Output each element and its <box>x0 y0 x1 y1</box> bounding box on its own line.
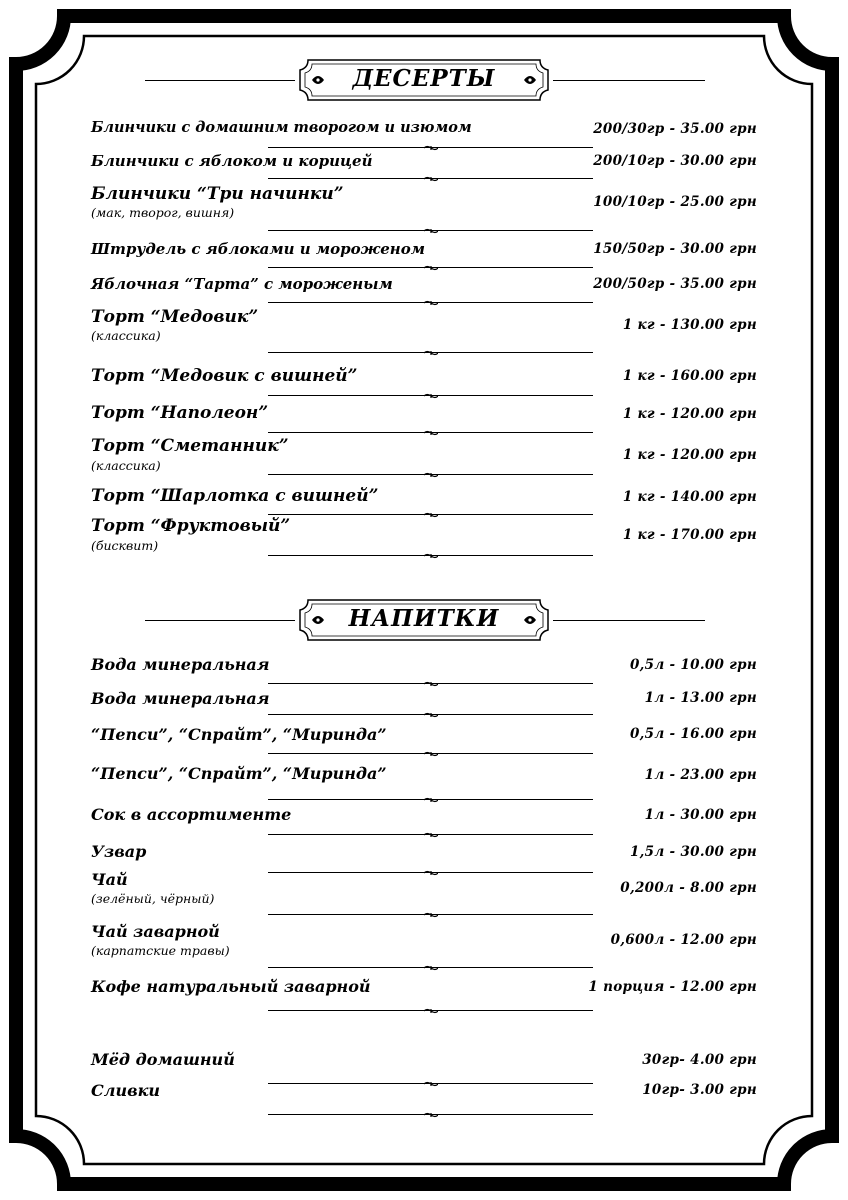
desserts-title-badge <box>298 58 550 102</box>
item-price: 0,5л - 16.00 грн <box>629 726 757 742</box>
item-price: 100/10гр - 25.00 грн <box>593 194 757 210</box>
item-price: 0,200л - 8.00 грн <box>620 880 757 896</box>
divider-ornament-icon <box>424 145 438 151</box>
item-name: Торт “Наполеон” <box>91 403 269 423</box>
divider-ornament-icon <box>424 553 438 559</box>
item-name: Торт “Медовик” <box>91 307 259 327</box>
item-name: Торт “Фруктовый” <box>91 516 291 536</box>
item-name: Торт “Медовик с вишней” <box>91 366 358 386</box>
item-name: Сливки <box>91 1081 161 1100</box>
item-price: 1л - 13.00 грн <box>644 690 757 706</box>
item-price: 200/50гр - 35.00 грн <box>593 276 757 292</box>
divider-ornament-icon <box>424 350 438 356</box>
divider-ornament-icon <box>424 300 438 306</box>
item-description: (классика) <box>91 458 161 473</box>
item-price: 150/50гр - 30.00 грн <box>593 241 757 257</box>
divider-ornament-icon <box>424 965 438 971</box>
divider-ornament-icon <box>424 393 438 399</box>
item-name: Чай заварной <box>91 922 220 941</box>
drinks-title-badge <box>298 598 550 642</box>
divider-ornament-icon <box>424 681 438 687</box>
item-name: “Пепси”, “Спрайт”, “Миринда” <box>91 764 387 783</box>
item-description: (бисквит) <box>91 538 159 553</box>
item-price: 200/30гр - 35.00 грн <box>593 121 757 137</box>
divider-ornament-icon <box>424 870 438 876</box>
item-price: 1л - 23.00 грн <box>644 767 757 783</box>
item-description: (карпатские травы) <box>91 943 230 958</box>
item-price: 1 порция - 12.00 грн <box>588 979 757 995</box>
item-name: Яблочная “Тарта” с мороженым <box>91 275 393 293</box>
item-price: 200/10гр - 30.00 грн <box>593 153 757 169</box>
item-price: 1 кг - 160.00 грн <box>622 368 757 384</box>
item-name: Кофе натуральный заварной <box>91 977 371 996</box>
item-price: 0,5л - 10.00 грн <box>629 657 757 673</box>
divider-ornament-icon <box>424 797 438 803</box>
item-name: Узвар <box>91 842 147 861</box>
item-price: 1 кг - 170.00 грн <box>622 527 757 543</box>
item-name: Штрудель с яблоками и мороженом <box>91 240 426 258</box>
section-title-drinks: НАПИТКИ <box>348 605 500 632</box>
item-name: Блинчики с яблоком и корицей <box>91 152 373 170</box>
item-name: Сок в ассортименте <box>91 805 292 824</box>
item-name: Торт “Сметанник” <box>91 436 289 456</box>
divider-ornament-icon <box>424 472 438 478</box>
divider-ornament-icon <box>424 832 438 838</box>
item-price: 1,5л - 30.00 грн <box>629 844 757 860</box>
item-name: “Пепси”, “Спрайт”, “Миринда” <box>91 725 387 744</box>
item-name: Вода минеральная <box>91 689 270 708</box>
divider-ornament-icon <box>424 751 438 757</box>
item-price: 10гр- 3.00 грн <box>642 1082 757 1098</box>
drinks-header <box>0 596 848 644</box>
header-rule-right <box>553 620 705 621</box>
item-name: Мёд домашний <box>91 1050 235 1069</box>
divider-ornament-icon <box>424 265 438 271</box>
divider-ornament-icon <box>424 512 438 518</box>
header-rule-right <box>553 80 705 81</box>
item-name: Вода минеральная <box>91 655 270 674</box>
item-price: 1 кг - 140.00 грн <box>622 489 757 505</box>
divider-ornament-icon <box>424 176 438 182</box>
section-title-desserts: ДЕСЕРТЫ <box>352 65 496 92</box>
item-name: Блинчики с домашним творогом и изюмом <box>91 119 472 136</box>
item-price: 1 кг - 120.00 грн <box>622 447 757 463</box>
desserts-header <box>0 56 848 104</box>
item-name: Блинчики “Три начинки” <box>91 184 344 204</box>
divider-ornament-icon <box>424 228 438 234</box>
item-price: 30гр- 4.00 грн <box>642 1052 757 1068</box>
divider-ornament-icon <box>424 1008 438 1014</box>
item-description: (классика) <box>91 328 161 343</box>
divider-ornament-icon <box>424 430 438 436</box>
divider-ornament-icon <box>424 712 438 718</box>
item-description: (мак, творог, вишня) <box>91 205 235 220</box>
divider-ornament-icon <box>424 912 438 918</box>
header-rule-left <box>145 80 295 81</box>
item-price: 1 кг - 130.00 грн <box>622 317 757 333</box>
item-price: 0,600л - 12.00 грн <box>610 932 757 948</box>
item-name: Торт “Шарлотка с вишней” <box>91 486 379 506</box>
item-price: 1 кг - 120.00 грн <box>622 406 757 422</box>
divider-ornament-icon <box>424 1112 438 1118</box>
item-description: (зелёный, чёрный) <box>91 891 215 906</box>
header-rule-left <box>145 620 295 621</box>
divider-ornament-icon <box>424 1081 438 1087</box>
item-price: 1л - 30.00 грн <box>644 807 757 823</box>
item-name: Чай <box>91 870 128 889</box>
